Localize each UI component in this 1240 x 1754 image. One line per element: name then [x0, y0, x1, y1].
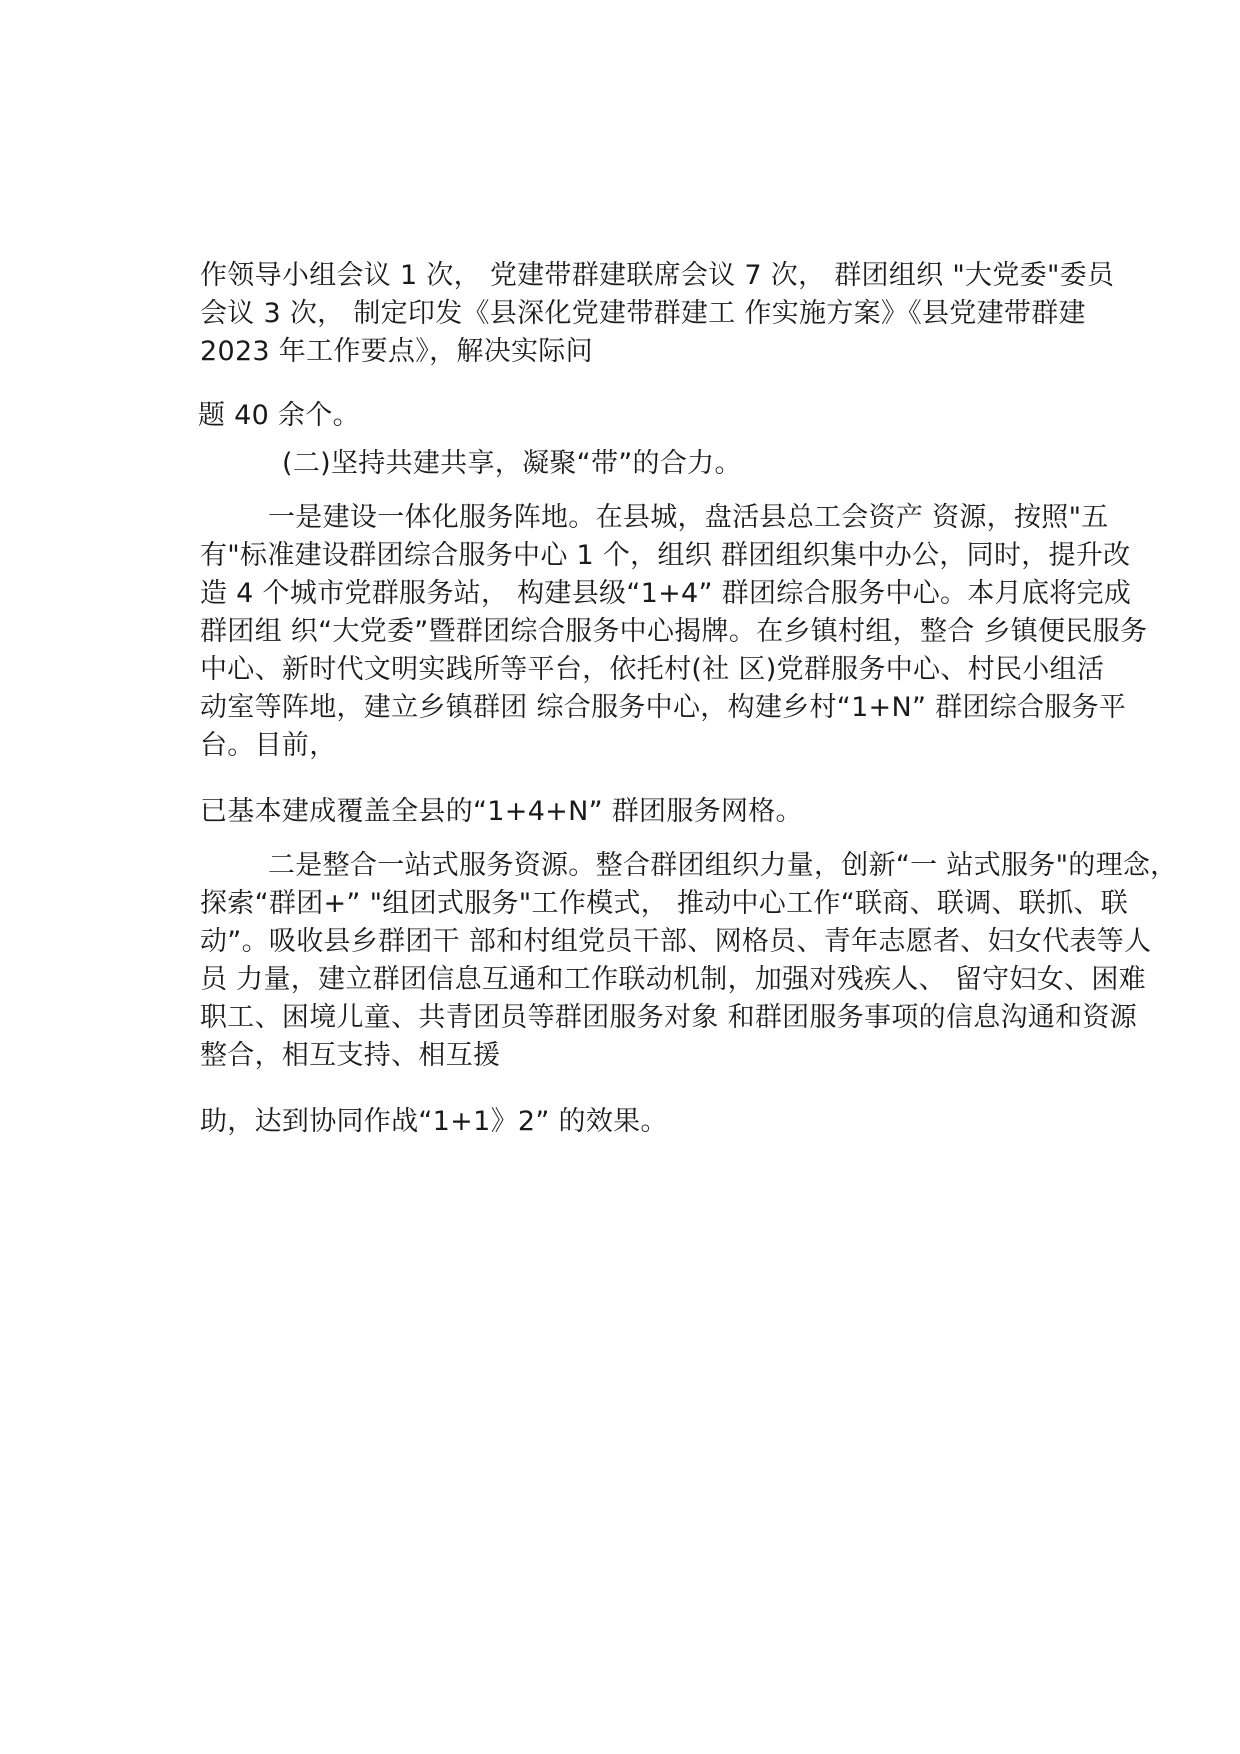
body-text-line: 动”。吸收县乡群团干 部和村组党员干部、网格员、青年志愿者、妇女代表等人 [200, 926, 1152, 957]
body-text-line: 整合，相互支持、相互援 [200, 1040, 501, 1071]
body-text-line: 台。目前， [200, 730, 337, 761]
body-text-line: 已基本建成覆盖全县的“1+4+N” 群团服务网格。 [200, 796, 803, 827]
body-text-line: 造 4 个城市党群服务站， 构建县级“1+4” 群团综合服务中心。本月底将完成 [200, 578, 1132, 609]
body-text-line: 有"标准建设群团综合服务中心 1 个，组织 群团组织集中办公，同时，提升改 [200, 540, 1131, 571]
body-text-line: 题 40 余个。 [198, 400, 360, 431]
body-text-line: 中心、新时代文明实践所等平台，依托村(社 区)党群服务中心、村民小组活 [200, 654, 1105, 685]
body-text-line: 职工、困境儿童、共青团员等群团服务对象 和群团服务事项的信息沟通和资源 [200, 1002, 1138, 1033]
body-text-line: 作领导小组会议 1 次， 党建带群建联席会议 7 次， 群团组织 "大党委"委员 [200, 260, 1115, 291]
body-text-line: 会议 3 次， 制定印发《县深化党建带群建工 作实施方案》《县党建带群建 [200, 298, 1086, 329]
body-text-line: 2023 年工作要点》，解决实际问 [200, 336, 593, 367]
body-text-line: 探索“群团+” "组团式服务"工作模式， 推动中心工作“联商、联调、联抓、联 [200, 888, 1128, 919]
body-text-line: 助，达到协同作战“1+1》2” 的效果。 [200, 1106, 668, 1137]
body-text-line: 群团组 织“大党委”暨群团综合服务中心揭牌。在乡镇村组，整合 乡镇便民服务 [200, 616, 1148, 647]
section-heading: (二)坚持共建共享，凝聚“带”的合力。 [282, 448, 742, 479]
body-text-line: 动室等阵地，建立乡镇群团 综合服务中心，构建乡村“1+N” 群团综合服务平 [200, 692, 1127, 723]
body-text-line: 员 力量，建立群团信息互通和工作联动机制，加强对残疾人、 留守妇女、困难 [200, 964, 1146, 995]
body-text-line: 一是建设一体化服务阵地。在县城，盘活县总工会资产 资源，按照"五 [268, 502, 1109, 533]
body-text-line: 二是整合一站式服务资源。整合群团组织力量，创新“一 站式服务"的理念， [268, 850, 1178, 881]
